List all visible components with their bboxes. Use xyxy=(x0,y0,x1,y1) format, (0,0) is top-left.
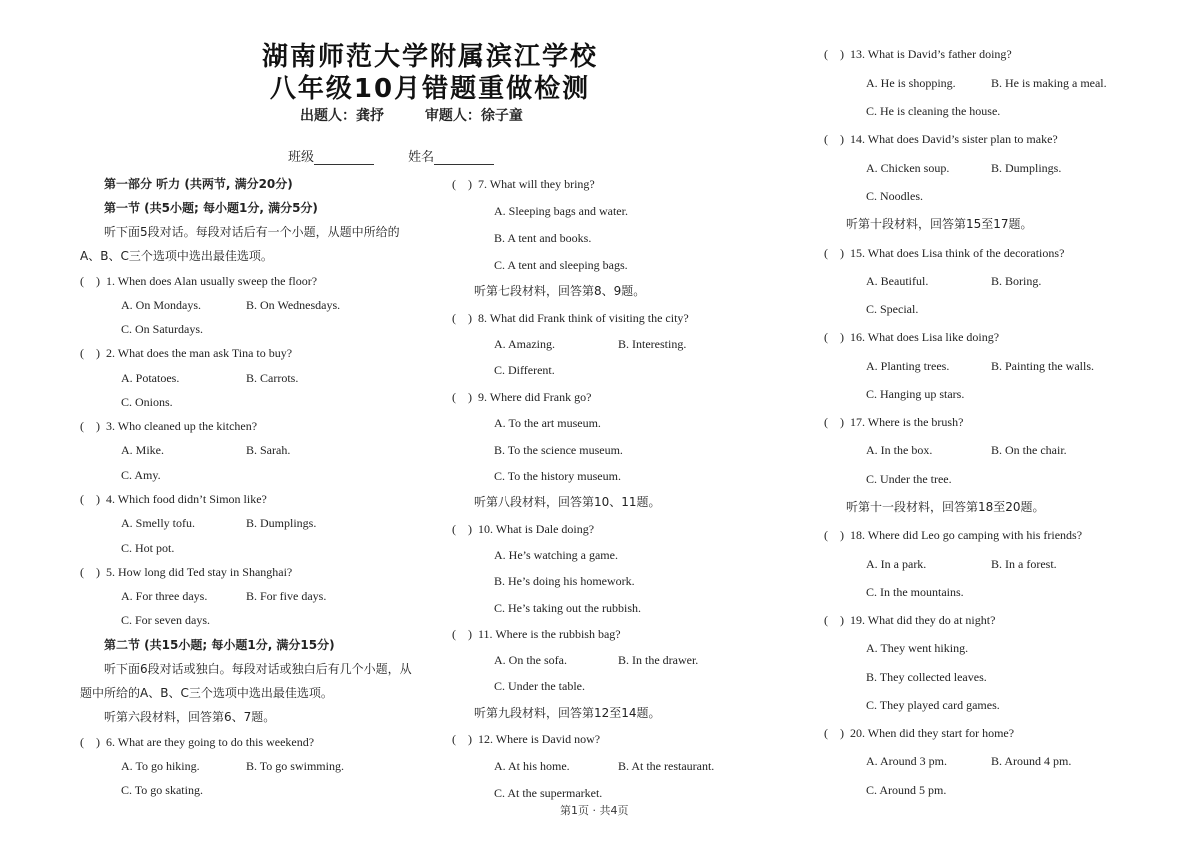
option-a: A. Smelly tofu. xyxy=(121,516,195,530)
option-b: B. In a forest. xyxy=(991,557,1057,571)
answer-paren[interactable]: ( ) xyxy=(80,735,100,749)
option-b: B. He’s doing his homework. xyxy=(494,574,635,588)
page-number: 第1页 · 共4页 xyxy=(560,804,629,817)
option-b: B. On Wednesdays. xyxy=(246,298,341,312)
name-blank[interactable] xyxy=(434,152,494,165)
option-b: B. To go swimming. xyxy=(246,759,344,773)
option-c: C. Amy. xyxy=(121,468,161,482)
question-text: 1. When does Alan usually sweep the floor? xyxy=(106,274,318,288)
option-c: C. A tent and sleeping bags. xyxy=(494,258,628,272)
material-6-note: 听第六段材料，回答第6、7题。 xyxy=(104,710,276,724)
question-text: 18. Where did Leo go camping with his friends? xyxy=(850,528,1083,542)
option-b: B. Around 4 pm. xyxy=(991,754,1072,768)
part1-sec1-heading: 第一节 (共5小题; 每小题1分, 满分5分) xyxy=(104,201,318,215)
question-text: 16. What does Lisa like doing? xyxy=(850,330,1000,344)
class-blank[interactable] xyxy=(314,152,374,165)
answer-paren[interactable]: ( ) xyxy=(824,613,844,627)
option-c: C. He’s taking out the rubbish. xyxy=(494,601,641,615)
option-c: C. At the supermarket. xyxy=(494,786,603,800)
question-text: 10. What is Dale doing? xyxy=(478,522,595,536)
question-10 xyxy=(452,521,594,537)
option-b: B. A tent and books. xyxy=(494,231,592,245)
question-text: 11. Where is the rubbish bag? xyxy=(478,627,621,641)
option-b: B. At the restaurant. xyxy=(618,759,715,773)
option-b: B. Painting the walls. xyxy=(991,359,1094,373)
answer-paren[interactable]: ( ) xyxy=(824,726,844,740)
part1-sec2-instruction-cont: 题中所给的A、B、C三个选项中选出最佳选项。 xyxy=(80,686,333,700)
question-1 xyxy=(80,273,317,289)
school-title: 湖南师范大学附属滨江学校 xyxy=(261,42,598,72)
question-20 xyxy=(824,725,1014,741)
question-4 xyxy=(80,491,267,507)
question-text: 19. What did they do at night? xyxy=(850,613,996,627)
question-2 xyxy=(80,345,292,361)
part1-sec1-instruction-cont: A、B、C三个选项中选出最佳选项。 xyxy=(80,249,273,263)
question-8 xyxy=(452,310,689,326)
answer-paren[interactable]: ( ) xyxy=(80,565,100,579)
question-11 xyxy=(452,626,621,642)
question-text: 5. How long did Ted stay in Shanghai? xyxy=(106,565,293,579)
question-3 xyxy=(80,418,257,434)
name-label: 姓名 xyxy=(408,150,435,165)
option-b: B. He is making a meal. xyxy=(991,76,1107,90)
answer-paren[interactable]: ( ) xyxy=(80,419,100,433)
option-b: B. On the chair. xyxy=(991,443,1067,457)
option-c: C. Hot pot. xyxy=(121,541,175,555)
option-b: B. Carrots. xyxy=(246,371,299,385)
answer-paren[interactable]: ( ) xyxy=(452,177,472,191)
answer-paren[interactable]: ( ) xyxy=(824,132,844,146)
question-13 xyxy=(824,46,1012,62)
option-a: A. To go hiking. xyxy=(121,759,200,773)
option-a: A. Planting trees. xyxy=(866,359,950,373)
part1-heading: 第一部分 听力 (共两节, 满分20分) xyxy=(104,177,293,191)
material-7-note: 听第七段材料，回答第8、9题。 xyxy=(474,284,646,298)
option-c: C. To go skating. xyxy=(121,783,203,797)
answer-paren[interactable]: ( ) xyxy=(80,492,100,506)
question-text: 12. Where is David now? xyxy=(478,732,601,746)
question-text: 7. What will they bring? xyxy=(478,177,595,191)
question-text: 3. Who cleaned up the kitchen? xyxy=(106,419,258,433)
option-c: C. Noodles. xyxy=(866,189,923,203)
question-text: 14. What does David’s sister plan to make? xyxy=(850,132,1058,146)
option-b: B. In the drawer. xyxy=(618,653,699,667)
part1-sec2-instruction: 听下面6段对话或独白。每段对话或独白后有几个小题，从 xyxy=(104,662,412,676)
option-c: C. To the history museum. xyxy=(494,469,621,483)
question-text: 15. What does Lisa think of the decorations? xyxy=(850,246,1065,260)
option-c: C. Hanging up stars. xyxy=(866,387,965,401)
answer-paren[interactable]: ( ) xyxy=(452,311,472,325)
material-10-note: 听第十段材料，回答第15至17题。 xyxy=(846,217,1033,231)
material-11-note: 听第十一段材料，回答第18至20题。 xyxy=(846,500,1045,514)
option-b: B. To the science museum. xyxy=(494,443,623,457)
question-15 xyxy=(824,245,1064,261)
option-a: A. Amazing. xyxy=(494,337,555,351)
class-label: 班级 xyxy=(288,150,315,165)
answer-paren[interactable]: ( ) xyxy=(452,390,472,404)
option-c: C. He is cleaning the house. xyxy=(866,104,1001,118)
option-c: C. For seven days. xyxy=(121,613,210,627)
option-c: C. Onions. xyxy=(121,395,173,409)
option-b: B. Interesting. xyxy=(618,337,687,351)
answer-paren[interactable]: ( ) xyxy=(824,246,844,260)
reviewer-text: 审题人：徐子童 xyxy=(424,108,523,124)
answer-paren[interactable]: ( ) xyxy=(80,346,100,360)
question-text: 13. What is David’s father doing? xyxy=(850,47,1012,61)
option-b: B. Sarah. xyxy=(246,443,291,457)
option-b: B. Boring. xyxy=(991,274,1042,288)
option-a: A. Sleeping bags and water. xyxy=(494,204,628,218)
authors-line xyxy=(300,105,559,125)
answer-paren[interactable]: ( ) xyxy=(80,274,100,288)
answer-paren[interactable]: ( ) xyxy=(824,47,844,61)
material-8-note: 听第八段材料，回答第10、11题。 xyxy=(474,495,661,509)
option-a: A. Chicken soup. xyxy=(866,161,950,175)
option-a: A. Mike. xyxy=(121,443,164,457)
question-19 xyxy=(824,612,995,628)
option-a: A. At his home. xyxy=(494,759,570,773)
option-a: A. On the sofa. xyxy=(494,653,567,667)
option-a: A. Around 3 pm. xyxy=(866,754,947,768)
option-a: A. Potatoes. xyxy=(121,371,180,385)
option-c: C. Under the table. xyxy=(494,679,585,693)
question-text: 8. What did Frank think of visiting the city? xyxy=(478,311,689,325)
option-b: B. Dumplings. xyxy=(991,161,1062,175)
answer-paren[interactable]: ( ) xyxy=(452,522,472,536)
question-text: 4. Which food didn’t Simon like? xyxy=(106,492,267,506)
answer-paren[interactable]: ( ) xyxy=(824,528,844,542)
question-text: 17. Where is the brush? xyxy=(850,415,964,429)
option-c: C. Around 5 pm. xyxy=(866,783,947,797)
option-a: A. He is shopping. xyxy=(866,76,956,90)
option-c: C. Special. xyxy=(866,302,919,316)
option-c: C. Under the tree. xyxy=(866,472,952,486)
option-c: C. On Saturdays. xyxy=(121,322,203,336)
option-b: B. They collected leaves. xyxy=(866,670,987,684)
answer-paren[interactable]: ( ) xyxy=(824,415,844,429)
question-6 xyxy=(80,734,314,750)
question-text: 20. When did they start for home? xyxy=(850,726,1015,740)
option-b: B. For five days. xyxy=(246,589,327,603)
question-text: 2. What does the man ask Tina to buy? xyxy=(106,346,293,360)
option-a: A. For three days. xyxy=(121,589,208,603)
option-a: A. In the box. xyxy=(866,443,933,457)
author-text: 出题人：龚抒 xyxy=(300,108,384,124)
question-7 xyxy=(452,176,595,192)
question-14 xyxy=(824,131,1058,147)
option-a: A. He’s watching a game. xyxy=(494,548,618,562)
question-5 xyxy=(80,564,292,580)
answer-paren[interactable]: ( ) xyxy=(824,330,844,344)
option-a: A. In a park. xyxy=(866,557,927,571)
option-a: A. Beautiful. xyxy=(866,274,929,288)
option-a: A. They went hiking. xyxy=(866,641,969,655)
option-b: B. Dumplings. xyxy=(246,516,317,530)
option-c: C. In the mountains. xyxy=(866,585,964,599)
question-text: 9. Where did Frank go? xyxy=(478,390,592,404)
question-text: 6. What are they going to do this weekend? xyxy=(106,735,315,749)
option-c: C. They played card games. xyxy=(866,698,1000,712)
question-17 xyxy=(824,414,963,430)
question-12 xyxy=(452,731,600,747)
material-9-note: 听第九段材料，回答第12至14题。 xyxy=(474,706,661,720)
part1-sec2-heading: 第二节 (共15小题; 每小题1分, 满分15分) xyxy=(104,638,335,652)
question-18 xyxy=(824,527,1082,543)
answer-paren[interactable]: ( ) xyxy=(452,627,472,641)
class-name-line xyxy=(288,146,524,165)
exam-title: 八年级10月错题重做检测 xyxy=(269,74,591,104)
option-a: A. To the art museum. xyxy=(494,416,601,430)
option-a: A. On Mondays. xyxy=(121,298,201,312)
answer-paren[interactable]: ( ) xyxy=(452,732,472,746)
part1-sec1-instruction: 听下面5段对话。每段对话后有一个小题，从题中所给的 xyxy=(104,225,400,239)
question-9 xyxy=(452,389,591,405)
question-16 xyxy=(824,329,999,345)
option-c: C. Different. xyxy=(494,363,555,377)
